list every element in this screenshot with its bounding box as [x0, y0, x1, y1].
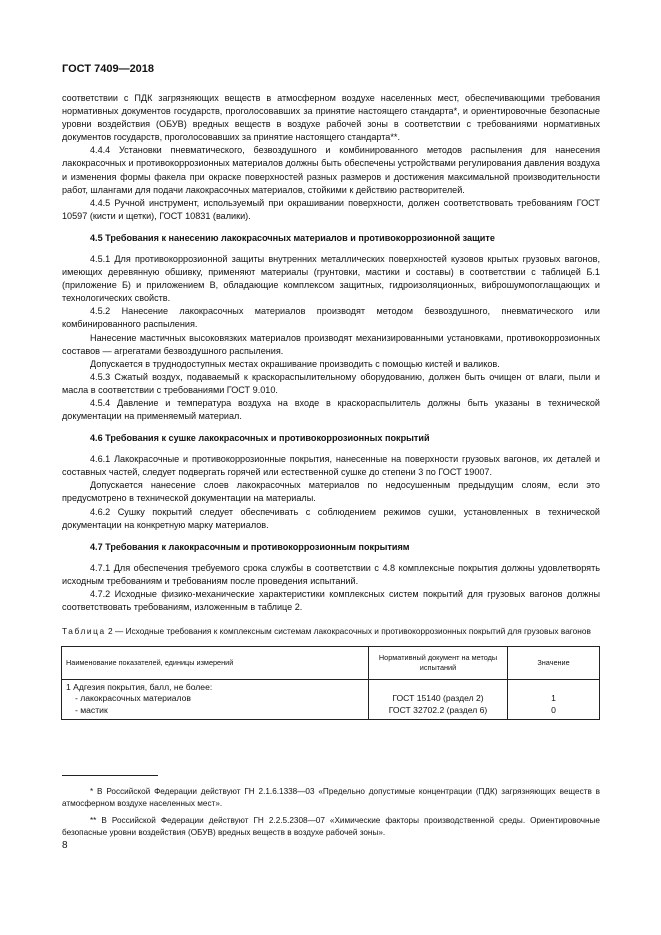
table-caption-text: 2 — Исходные требования к комплексным системам лакокрасочных и противокоррозионных покрытий для грузовых вагонов: [108, 626, 591, 637]
document-body: [62, 92, 600, 720]
cell-doc: [369, 679, 508, 719]
paragraph-4-6-2: 4.6.2 Сушку покрытий следует обеспечивать с соблюдением режимов сушки, установленных в технической документации на конкретную марку материалов.: [62, 506, 600, 530]
table-caption: [62, 626, 600, 638]
section-heading-4-6: 4.6 Требования к сушке лакокрасочных и противокоррозионных покрытий: [90, 433, 430, 444]
table-caption-label: Таблица: [62, 626, 106, 637]
footnote-1: [62, 786, 600, 810]
paragraph-4-7-2: 4.7.2 Исходные физико-механические характеристики комплексных систем покрытий для грузовых вагонов должны соответствовать требованиям, изложенным в таблице 2.: [62, 588, 600, 612]
value-a: 1: [551, 693, 556, 704]
paragraph-4-7-1: 4.7.1 Для обеспечения требуемого срока службы в соответствии с 4.8 комплексные покрытия должны удовлетворять исходным требованиям и требованиям после проведения испытаний.: [62, 562, 600, 586]
paragraph-4-4-4: 4.4.4 Установки пневматического, безвоздушного и комбинированного методов распыления для нанесения лакокрасочных и противокоррозионных материалов должны быть обеспечены устройствами регулирования давления воздуха и изменения формы факела при окраске поверхностей разных размеров и достижения максимальной производительности работ, шлангами для подачи лакокрасочных материалов, стойкими к действию растворителей.: [62, 145, 600, 195]
page-number: 8: [62, 840, 68, 851]
cell-value: [508, 679, 600, 719]
row-title: 1 Адгезия покрытия, балл, не более:: [66, 681, 213, 692]
column-header-name: Наименование показателей, единицы измерений: [62, 646, 369, 679]
section-heading-4-5: 4.5 Требования к нанесению лакокрасочных материалов и противокоррозионной защите: [90, 232, 495, 243]
column-header-value: Значение: [508, 646, 600, 679]
table-header-row: [62, 646, 600, 679]
table-row: [62, 679, 600, 719]
footnote-2: [62, 815, 600, 839]
paragraph: Допускается в труднодоступных местах окрашивание производить с помощью кистей и валиков.: [90, 358, 500, 369]
doc-b: ГОСТ 32702.2 (раздел 6): [388, 705, 488, 716]
paragraph-4-6-1: 4.6.1 Лакокрасочные и противокоррозионные покрытия, нанесенные на поверхности грузовых вагонов, их деталей и составных частей, следует подвергать горячей или естественной сушке до степени 3 по ГОСТ 19007.: [62, 454, 600, 478]
section-heading-4-7: 4.7 Требования к лакокрасочным и противокоррозионным покрытиям: [90, 541, 410, 552]
paragraph: Нанесение мастичных высоковязких материалов производят механизированными установками, противокоррозионных составов — агрегатами безвоздушного распыления.: [62, 332, 600, 356]
paragraph-4-5-3: 4.5.3 Сжатый воздух, подаваемый к краскораспылительному оборудованию, должен быть очищен от влаги, пыли и масла в соответствии с требованиями ГОСТ 9.010.: [62, 371, 600, 395]
row-item-a: - лакокрасочных материалов: [75, 693, 191, 704]
document-header: ГОСТ 7409—2018: [62, 63, 155, 75]
value-b: 0: [551, 705, 556, 716]
paragraph-4-4-5: 4.4.5 Ручной инструмент, используемый при окрашивании поверхности, должен соответствовать требованиям ГОСТ 10597 (кисти и щетки), ГОСТ 10831 (валики).: [62, 197, 600, 221]
doc-a: ГОСТ 15140 (раздел 2): [392, 693, 484, 704]
paragraph-4-5-1: 4.5.1 Для противокоррозионной защиты внутренних металлических поверхностей кузовов крытых грузовых вагонов, имеющих деревянную обшивку, применяют материалы (грунтовки, мастики и составы) в соответствии с таблицей Б.1 (приложение Б) и приложением В, обладающие комплексом защитных, гидроизоляционных, виброшумопоглащающих и технологических свойств.: [62, 253, 600, 304]
paragraph: соответствии с ПДК загрязняющих веществ в атмосферном воздухе населенных мест, обеспечивающими требования нормативных документов государств, проголосовавших за принятие настоящего стандарта*, и ориентировочные безопасные уровни воздействия (ОБУВ) вредных веществ в воздухе рабочей зоны в соответствии с требованиями нормативных документов государств, проголосовавших за принятие настоящего стандарта**.: [62, 93, 600, 143]
footnote-text: ** В Российской Федерации действуют ГН 2.2.5.2308—07 «Химические факторы производственной среды. Ориентировочные безопасные уровни воздействия (ОБУВ) вредных веществ в воздухе рабочей зоны».: [62, 816, 600, 838]
requirements-table: [61, 646, 600, 720]
cell-name: [62, 679, 369, 719]
footnote-text: * В Российской Федерации действуют ГН 2.1.6.1338—03 «Предельно допустимые концентрации (ПДК) загрязняющих веществ в атмосферном воздухе населенных мест».: [62, 787, 600, 809]
paragraph-4-5-4: 4.5.4 Давление и температура воздуха на входе в краскораспылитель должны быть указаны в технической документации на применяемый материал.: [62, 397, 600, 422]
footnote-separator: [62, 775, 158, 776]
column-header-doc: Нормативный документ на методы испытаний: [369, 646, 508, 679]
paragraph-4-5-2: 4.5.2 Нанесение лакокрасочных материалов производят методом безвоздушного, пневматического или комбинированного распыления.: [62, 306, 600, 330]
paragraph: Допускается нанесение слоев лакокрасочных материалов по недосушенным предыдущим слоям, если это предусмотрено в технической документации на материалы.: [62, 480, 600, 504]
row-item-b: - мастик: [75, 705, 108, 716]
